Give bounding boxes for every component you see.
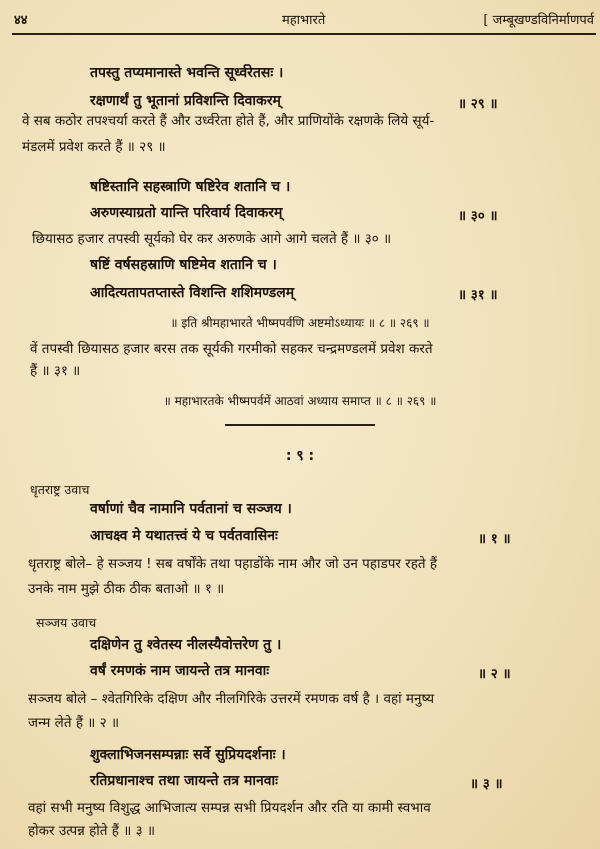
verse-29-number: ॥ २९ ॥	[458, 96, 498, 112]
colophon-sanskrit: ॥ इति श्रीमहाभारते भीष्मपर्वणि अष्टमोऽध्यायः ॥ ८ ॥ २६९ ॥	[170, 316, 430, 330]
verse-31-line-1: षष्टिं वर्षसहस्राणि षष्टिमेव शतानि च ।	[90, 257, 277, 273]
verse-3-line-2: रतिप्रधानाश्च तथा जायन्ते तत्र मानवाः	[90, 773, 278, 789]
verse-2-line-2: वर्षं रमणकं नाम जायन्ते तत्र मानवाः	[90, 663, 270, 679]
running-title: महाभारते	[282, 13, 326, 28]
section-title: [ जम्बूखण्डविनिर्माणपर्व	[483, 13, 594, 28]
verse-1-line-1: वर्षाणां चैव नामानि पर्वतानां च सञ्जय ।	[90, 501, 292, 517]
verse-2-translation-1: सञ्जय बोले – श्वेतगिरिके दक्षिण और नीलगिरिके उत्तरमें रमणक वर्ष है । वहां मनुष्य	[28, 691, 435, 707]
verse-30-line-2: अरुणस्याग्रतो यान्ति परिवार्य दिवाकरम्	[90, 205, 283, 221]
verse-3-translation-2: होकर उत्पन्न होते हैं ॥ ३ ॥	[28, 823, 156, 839]
verse-2-line-1: दक्षिणेन तु श्वेतस्य नीलस्यैवोत्तरेण तु ।	[90, 637, 282, 653]
colophon-hindi: ॥ महाभारतके भीष्मपर्वमें आठवां अध्याय समाप्त ॥ ८ ॥ २६९ ॥	[163, 394, 437, 408]
verse-3-number: ॥ ३ ॥	[470, 776, 503, 792]
section-separator	[225, 424, 375, 426]
verse-29-line-1: तपस्तु तप्यमानास्ते भवन्ति सूर्ध्वरेतसः ।	[90, 65, 284, 81]
verse-30-line-1: षष्टिस्तानि सहस्त्राणि षष्टिरेव शतानि च ।	[90, 179, 291, 195]
verse-3-translation-1: वहां सभी मनुष्य विशुद्ध आभिजात्य सम्पन्न सभी प्रियदर्शन और रति या कामी स्वभाव	[28, 800, 431, 816]
speaker-dhritarashtra: धृतराष्ट्र उवाच	[30, 482, 90, 497]
verse-1-line-2: आचक्ष्व मे यथातत्त्वं ये च पर्वतवासिनः	[90, 528, 278, 544]
verse-1-translation-2: उनके नाम मुझे ठीक ठीक बताओ ॥ १ ॥	[28, 581, 225, 597]
header-rule	[12, 33, 596, 35]
verse-31-translation-1: वें तपस्वी छियासठ हजार बरस तक सूर्यकी गरमीको सहकर चन्द्रमण्डलमें प्रवेश करते	[30, 341, 433, 357]
chapter-mark: : ९ :	[285, 448, 315, 464]
verse-31-translation-2: हैं ॥ ३१ ॥	[30, 363, 81, 379]
speaker-sanjaya: सञ्जय उवाच	[36, 615, 97, 630]
verse-31-number: ॥ ३१ ॥	[458, 287, 498, 303]
verse-1-number: ॥ १ ॥	[478, 531, 511, 547]
page-number: ४४	[14, 13, 28, 28]
verse-29-translation-1: वे सब कठोर तपश्चर्या करते हैं और उर्ध्वरेता होते हैं, और प्राणियोंके रक्षणके लिये सूर्य-	[22, 113, 435, 129]
verse-2-number: ॥ २ ॥	[478, 666, 511, 682]
page-header	[14, 6, 594, 30]
verse-29-line-2: रक्षणार्थं तु भूतानां प्रविशन्ति दिवाकरम्	[90, 93, 281, 109]
verse-30-number: ॥ ३० ॥	[458, 208, 498, 224]
verse-2-translation-2: जन्म लेते हैं ॥ २ ॥	[28, 715, 120, 731]
verse-29-translation-2: मंडलमें प्रवेश करते हैं ॥ २९ ॥	[22, 139, 166, 155]
verse-3-line-1: शुक्लाभिजनसम्पन्नाः सर्वे सुप्रियदर्शनाः ।	[90, 747, 286, 763]
verse-31-line-2: आदित्यतापतप्तास्ते विशन्ति शशिमण्डलम्	[90, 285, 295, 301]
verse-1-translation-1: धृतराष्ट्र बोले– हे सञ्जय ! सब वर्षोंके तथा पहाडोंके नाम और जो उन पहाडपर रहते हैं	[28, 556, 438, 572]
verse-30-translation: छियासठ हजार तपस्वी सूर्यको घेर कर अरुणके आगे आगे चलते हैं ॥ ३० ॥	[32, 231, 392, 247]
